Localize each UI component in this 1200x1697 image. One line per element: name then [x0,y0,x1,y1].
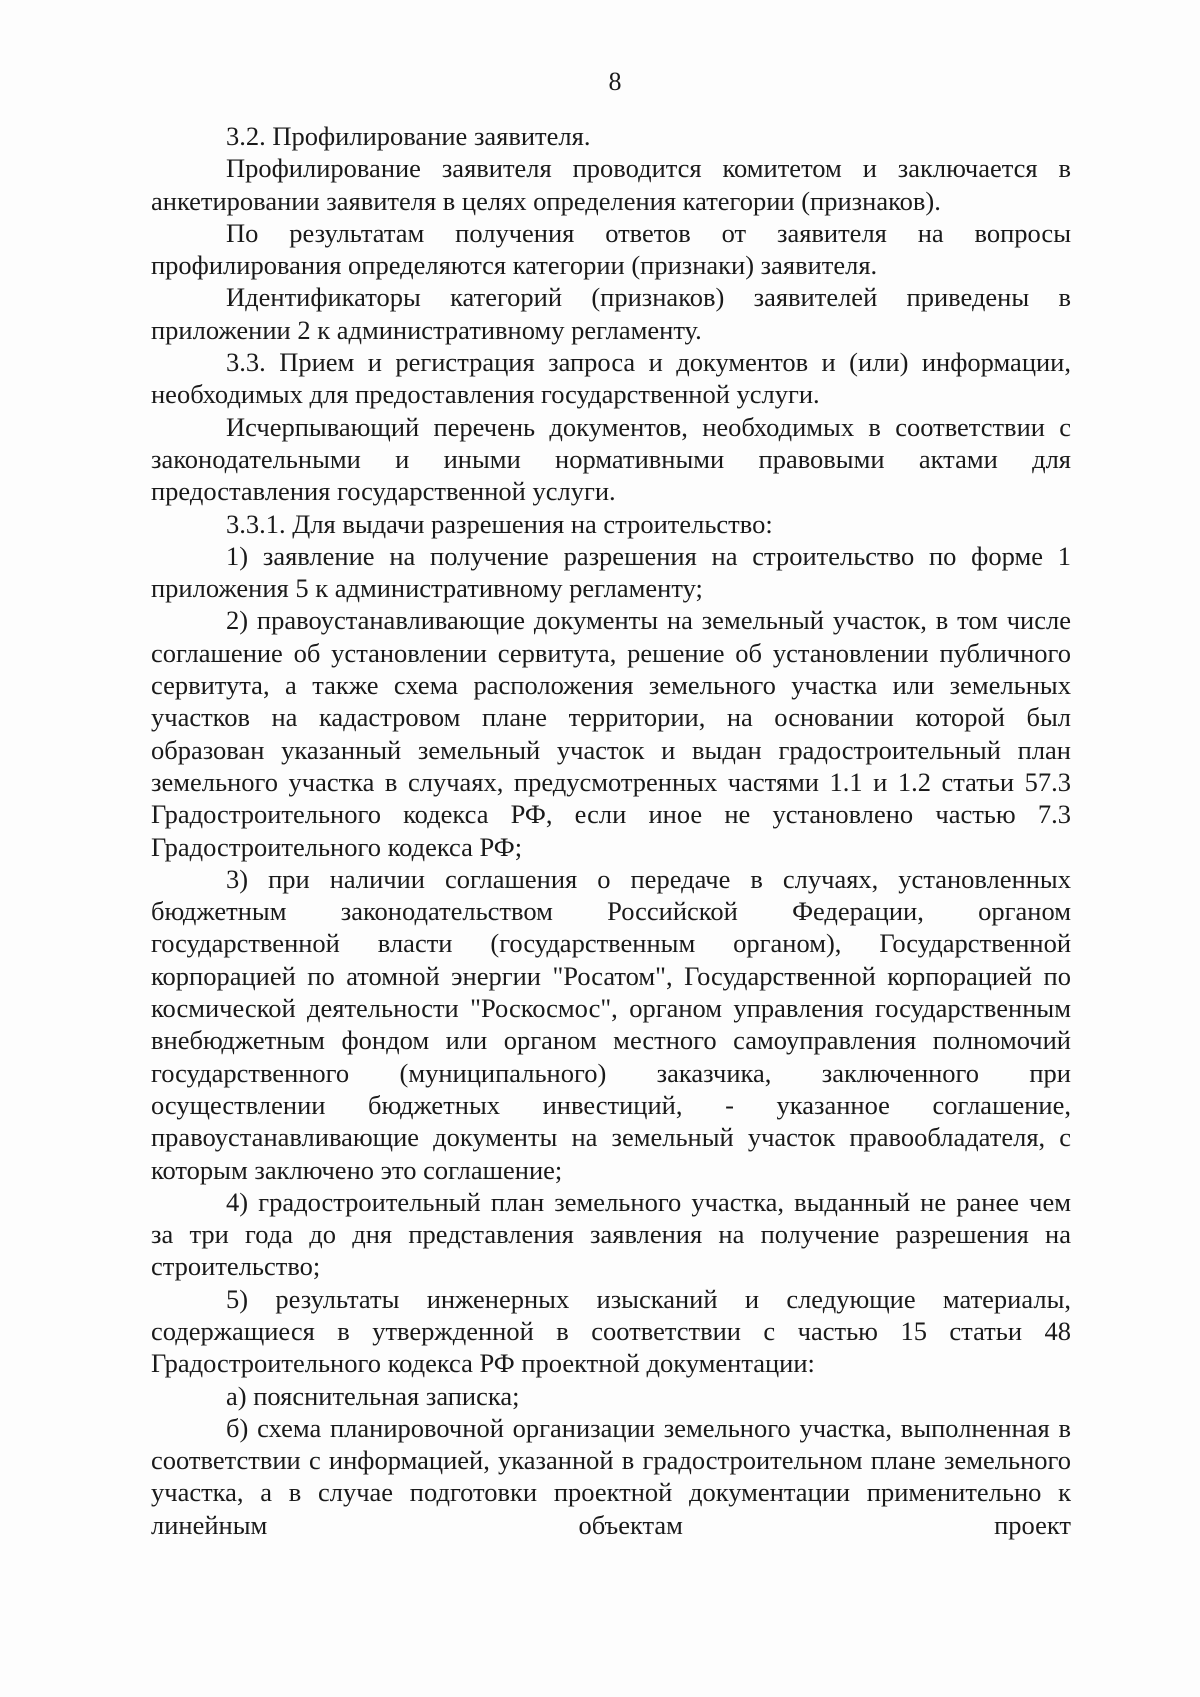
section-heading-3-3: 3.3. Прием и регистрация запроса и документов и (или) информации, необходимых для предоставления государственной услуги. [151,347,1071,410]
list-item: 4) градостроительный план земельного участка, выданный не ранее чем за три года до дня представления заявления на получение разрешения на строительство; [151,1186,1071,1282]
document-body [151,120,1071,1541]
paragraph: Профилирование заявителя проводится комитетом и заключается в анкетировании заявителя в целях определения категории (признаков). [151,153,1071,216]
sub-list-item: б) схема планировочной организации земельного участка, выполненная в соответствии с информацией, указанной в градостроительном плане земельного участка, а в случае подготовки проектной документации применительно к линейным объектам проект [151,1412,1071,1540]
list-item: 3) при наличии соглашения о передаче в случаях, установленных бюджетным законодательством Российской Федерации, органом государственной власти (государственным органом), Государственной корпорацией по атомной энергии "Росатом", Государственной корпорацией по космической деятельности "Роскосмос", органом управления государственным внебюджетным фондом или органом местного самоуправления полномочий государственного (муниципального) заказчика, заключенного при осуществлении бюджетных инвестиций, - указанное соглашение, правоустанавливающие документы на земельный участок правообладателя, с которым заключено это соглашение; [151,863,1071,1185]
sub-list-item: а) пояснительная записка; [226,1380,520,1411]
page-number: 8 [608,67,622,96]
paragraph: По результатам получения ответов от заявителя на вопросы профилирования определяются категории (признаки) заявителя. [151,217,1071,281]
list-item: 2) правоустанавливающие документы на земельный участок, в том числе соглашение об установлении сервитута, решение об установлении публичного сервитута, а также схема расположения земельного участка или земельных участков на кадастровом плане территории, на основании которой был образован указанный земельный участок и выдан градостроительный план земельного участка в случаях, предусмотренных частями 1.1 и 1.2 статьи 57.3 Градостроительного кодекса РФ, если иное не установлено частью 7.3 Градостроительного кодекса РФ; [151,605,1071,862]
section-heading-3-2: 3.2. Профилирование заявителя. [226,121,591,151]
paragraph: Идентификаторы категорий (признаков) заявителей приведены в приложении 2 к административному регламенту. [151,282,1071,345]
paragraph: Исчерпывающий перечень документов, необходимых в соответствии с законодательными и иными нормативными правовыми актами для предоставления государственной услуги. [151,411,1071,507]
subsection-heading-3-3-1: 3.3.1. Для выдачи разрешения на строительство: [226,508,773,539]
list-item: 1) заявление на получение разрешения на строительство по форме 1 приложения 5 к административному регламенту; [151,540,1071,604]
list-item: 5) результаты инженерных изысканий и следующие материалы, содержащиеся в утвержденной в соответствии с частью 15 статьи 48 Градостроительного кодекса РФ проектной документации: [151,1283,1071,1379]
